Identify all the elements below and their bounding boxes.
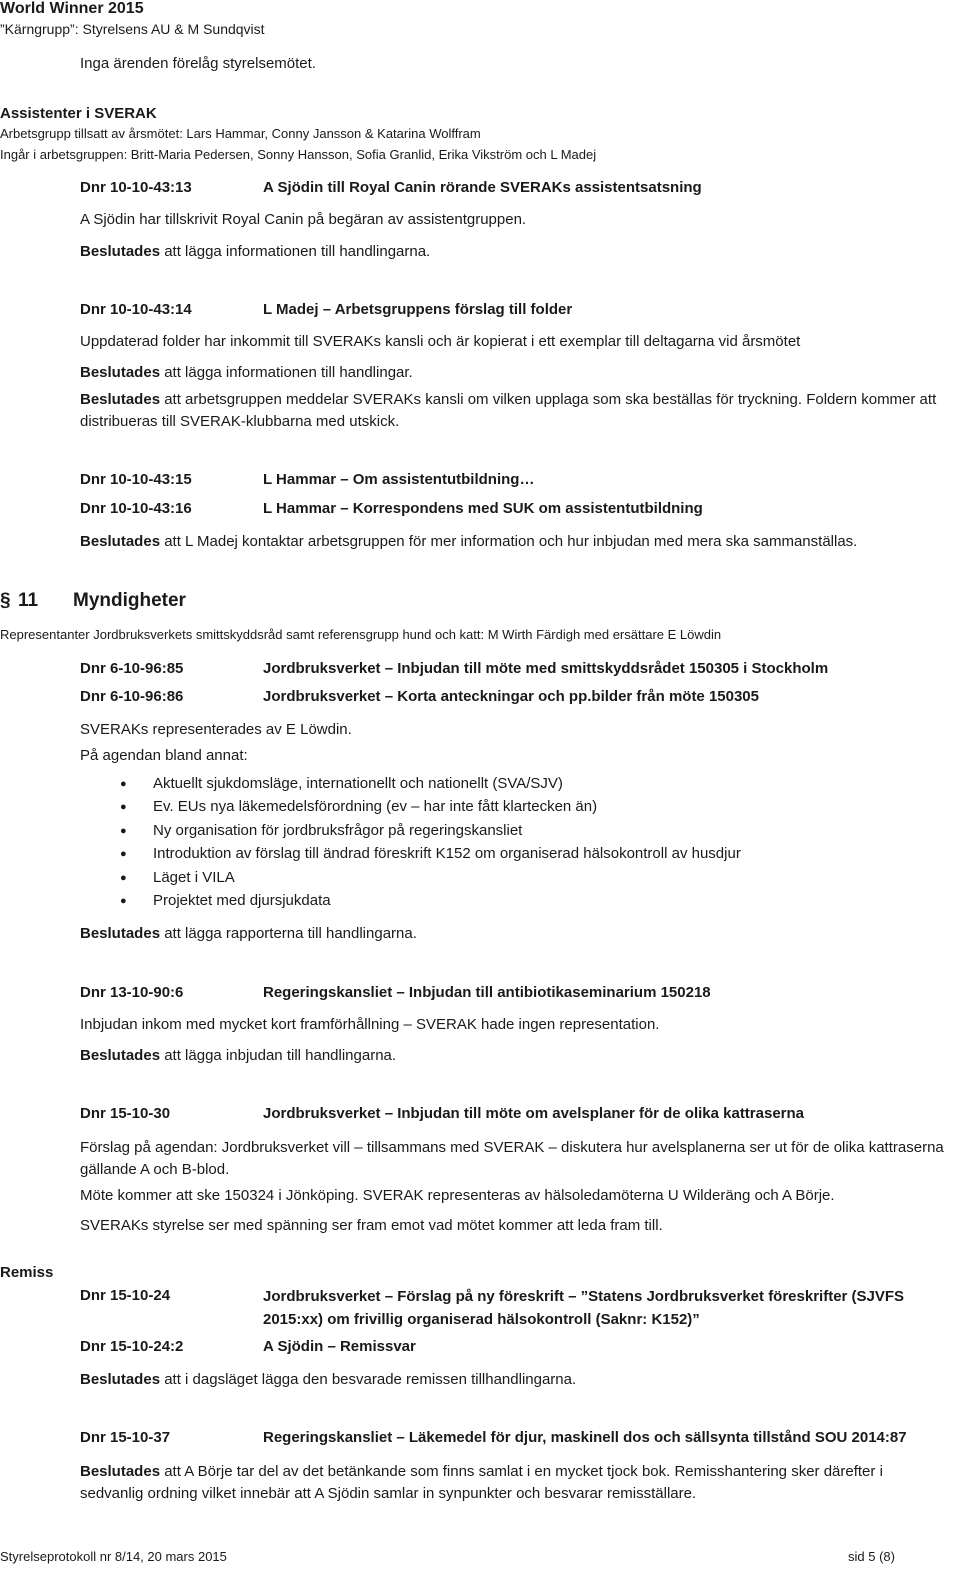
case-number: Dnr 6-10-96:85	[80, 660, 184, 677]
case-number: Dnr 15-10-24	[80, 1287, 171, 1304]
bullet-icon: ●	[120, 801, 127, 813]
section-number: 11	[18, 590, 39, 611]
decision-text: att lägga inbjudan till handlingarna.	[160, 1047, 397, 1064]
decision-paragraph	[80, 925, 417, 942]
case-title: L Madej – Arbetsgruppens förslag till folder	[263, 301, 573, 318]
decided-label: Beslutades	[80, 364, 161, 381]
decision-paragraph	[80, 533, 857, 550]
section-symbol: §	[0, 590, 11, 611]
decided-label: Beslutades	[80, 1463, 161, 1480]
footer-protocol: Styrelseprotokoll nr 8/14, 20 mars 2015	[0, 1549, 227, 1564]
decision-text: att L Madej kontaktar arbetsgruppen för mer information och hur inbjudan med mera ska sammanställas.	[160, 533, 858, 550]
decided-label: Beslutades	[80, 925, 161, 942]
case-title: A Sjödin – Remissvar	[263, 1338, 416, 1355]
case-number: Dnr 15-10-30	[80, 1105, 171, 1122]
assistants-heading: Assistenter i SVERAK	[0, 105, 157, 122]
bullet-icon: ●	[120, 895, 127, 907]
agenda-item: Aktuellt sjukdomsläge, internationellt och nationellt (SVA/SJV)	[153, 775, 563, 792]
document-title: World Winner 2015	[0, 0, 144, 17]
decision-paragraph	[80, 1461, 950, 1505]
paragraph: Förslag på agendan: Jordbruksverket vill – tillsammans med SVERAK – diskutera hur avelsplanerna ser ut för de olika kattraserna gällande A och B-blod.	[80, 1139, 944, 1178]
case-number: Dnr 13-10-90:6	[80, 984, 184, 1001]
assistants-line: Arbetsgrupp tillsatt av årsmötet: Lars Hammar, Conny Jansson & Katarina Wolffram	[0, 126, 481, 141]
decision-text: att lägga informationen till handlingar.	[160, 364, 413, 381]
decision-paragraph	[80, 389, 950, 433]
decision-text: att i dagsläget lägga den besvarade remissen tillhandlingarna.	[160, 1371, 577, 1388]
decided-label: Beslutades	[80, 391, 161, 408]
case-title: Regeringskansliet – Läkemedel för djur, maskinell dos och sällsynta tillstånd SOU 2014:87	[263, 1429, 907, 1446]
bullet-icon: ●	[120, 872, 127, 884]
decided-label: Beslutades	[80, 243, 161, 260]
decided-label: Beslutades	[80, 1371, 161, 1388]
no-matters-note: Inga ärenden förelåg styrelsemötet.	[80, 55, 316, 72]
decision-text: att A Börje tar del av det betänkande som finns samlat i en mycket tjock bok. Remisshantering sker därefter i sedvanlig ordning vilket innebär att A Sjödin samlar in synpunkter och besvarar remisställare.	[80, 1463, 883, 1502]
remiss-heading: Remiss	[0, 1264, 54, 1281]
paragraph: SVERAKs representerades av E Löwdin.	[80, 721, 352, 738]
case-number: Dnr 10-10-43:16	[80, 500, 192, 517]
paragraph: Inbjudan inkom med mycket kort framförhållning – SVERAK hade ingen representation.	[80, 1016, 660, 1033]
bullet-icon: ●	[120, 778, 127, 790]
paragraph: På agendan bland annat:	[80, 747, 248, 764]
section-heading: Myndigheter	[73, 590, 186, 611]
case-number: Dnr 10-10-43:15	[80, 471, 192, 488]
decision-text: att lägga informationen till handlingarna.	[160, 243, 431, 260]
paragraph: A Sjödin har tillskrivit Royal Canin på begäran av assistentgruppen.	[80, 211, 527, 228]
bullet-icon: ●	[120, 825, 127, 837]
decision-paragraph	[80, 243, 430, 260]
decided-label: Beslutades	[80, 533, 161, 550]
decision-text: att lägga rapporterna till handlingarna.	[160, 925, 417, 942]
agenda-item: Ev. EUs nya läkemedelsförordning (ev – har inte fått klartecken än)	[153, 798, 598, 815]
section-intro: Representanter Jordbruksverkets smittskyddsråd samt referensgrupp hund och katt: M Wirth Färdigh med ersättare E Löwdin	[0, 627, 722, 642]
case-number: Dnr 10-10-43:14	[80, 301, 192, 318]
assistants-members-line: Ingår i arbetsgruppen: Britt-Maria Pedersen, Sonny Hansson, Sofia Granlid, Erika Vikström och L Madej	[0, 147, 597, 162]
bullet-icon: ●	[120, 848, 127, 860]
case-number: Dnr 6-10-96:86	[80, 688, 184, 705]
paragraph: SVERAKs styrelse ser med spänning ser fram emot vad mötet kommer att leda fram till.	[80, 1217, 663, 1234]
case-title: Jordbruksverket – Förslag på ny föreskrift – ”Statens Jordbruksverket föreskrifter (SJVFS 2015:xx) om frivillig organiserad hälsokontroll (Saknr: K152)”	[263, 1288, 905, 1328]
page-number: sid 5 (8)	[848, 1549, 895, 1564]
agenda-item: Projektet med djursjukdata	[153, 892, 331, 909]
decision-text: att arbetsgruppen meddelar SVERAKs kansli om vilken upplaga som ska beställas för tryckning. Foldern kommer att distribueras till SVERAK-klubbarna med utskick.	[80, 391, 937, 430]
case-title: Jordbruksverket – Inbjudan till möte om avelsplaner för de olika kattraserna	[263, 1105, 805, 1122]
agenda-item: Ny organisation för jordbruksfrågor på regeringskansliet	[153, 822, 523, 839]
decision-paragraph	[80, 364, 413, 381]
decided-label: Beslutades	[80, 1047, 161, 1064]
document-subtitle: ”Kärngrupp”: Styrelsens AU & M Sundqvist	[0, 21, 265, 37]
case-number: Dnr 10-10-43:13	[80, 179, 192, 196]
agenda-item: Läget i VILA	[153, 869, 235, 886]
paragraph: Uppdaterad folder har inkommit till SVERAKs kansli och är kopierat i ett exemplar till deltagarna vid årsmötet	[80, 333, 801, 350]
case-title: Regeringskansliet – Inbjudan till antibiotikaseminarium 150218	[263, 984, 711, 1001]
agenda-item: Introduktion av förslag till ändrad föreskrift K152 om organiserad hälsokontroll av husdjur	[153, 845, 741, 862]
paragraph: Möte kommer att ske 150324 i Jönköping. SVERAK representeras av hälsoledamöterna U Wilderäng och A Börje.	[80, 1187, 835, 1204]
case-number: Dnr 15-10-24:2	[80, 1338, 184, 1355]
case-title: A Sjödin till Royal Canin rörande SVERAKs assistentsatsning	[263, 179, 702, 196]
case-title: Jordbruksverket – Inbjudan till möte med smittskyddsrådet 150305 i Stockholm	[263, 660, 829, 677]
case-number: Dnr 15-10-37	[80, 1429, 171, 1446]
decision-paragraph	[80, 1047, 396, 1064]
case-title: Jordbruksverket – Korta anteckningar och pp.bilder från möte 150305	[263, 688, 759, 705]
case-title: L Hammar – Om assistentutbildning…	[263, 471, 535, 488]
case-title: L Hammar – Korrespondens med SUK om assistentutbildning	[263, 500, 703, 517]
decision-paragraph	[80, 1371, 576, 1388]
